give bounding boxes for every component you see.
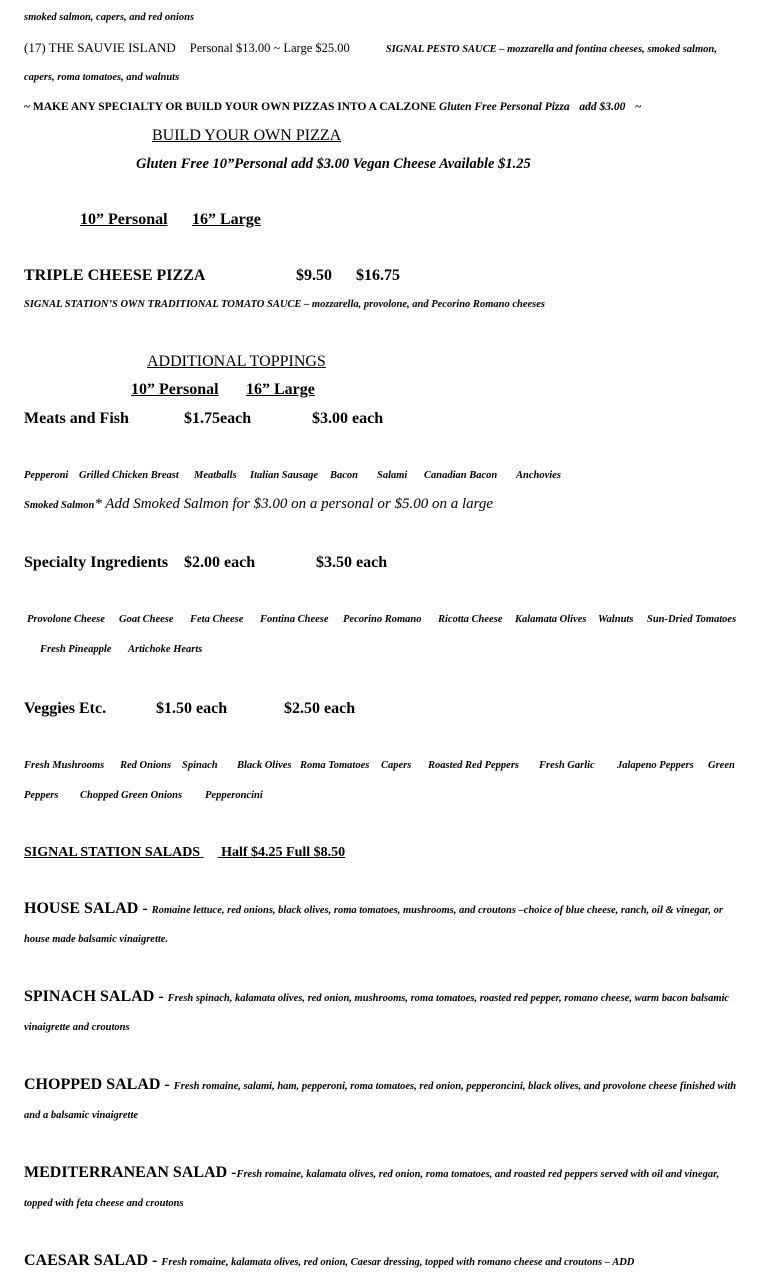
topping-item: Kalamata Olives [515,614,587,625]
topping-item: Provolone Cheese [27,614,105,625]
topping-item: Peppers [24,790,59,801]
salad-item-mediterranean [24,1165,719,1181]
salad-description: Fresh romaine, kalamata olives, red onion, roma tomatoes, and roasted red peppers served with oil and vinegar, [236,1169,720,1180]
calzone-tail: ~ [635,101,642,113]
triple-cheese-name: TRIPLE CHEESE PIZZA [24,267,206,284]
salad-name: SPINACH SALAD - [24,988,164,1005]
topping-item: Bacon [330,470,359,481]
topping-item: Roma Tomatoes [300,760,370,771]
calzone-note [24,102,641,114]
veggies-large-price: $2.50 each [284,700,356,717]
salad-item-spinach [24,989,729,1005]
topping-item: Chopped Green Onions [80,790,183,801]
topping-item: Artichoke Hearts [128,644,203,655]
topping-item: Meatballs [194,470,237,481]
item-description: SIGNAL PESTO SAUCE – mozzarella and fontina cheeses, smoked salmon, [385,44,717,55]
toppings-col-personal: 10” Personal [131,381,219,398]
smoked-salmon-note: * Add Smoked Salmon for $3.00 on a personal or $5.00 on a large [94,496,494,512]
topping-item: Canadian Bacon [424,470,498,481]
byo-subtitle: Gluten Free 10”Personal add $3.00 Vegan Cheese Available $1.25 [136,156,531,172]
salad-description: Fresh romaine, kalamata olives, red onion, Caesar dressing, topped with romano cheese and croutons – ADD [161,1257,635,1268]
topping-item: Fresh Garlic [539,760,595,771]
topping-item: Grilled Chicken Breast [79,470,179,481]
salad-description: Fresh romaine, salami, ham, pepperoni, roma tomatoes, red onion, pepperoncini, black olives, and provolone cheese finished with [173,1081,737,1092]
topping-item: Sun-Dried Tomatoes [647,614,737,625]
section-title-toppings: ADDITIONAL TOPPINGS [147,353,326,370]
salad-name: HOUSE SALAD - [24,900,148,917]
salad-description-cont: and a balsamic vinaigrette [24,1110,139,1121]
salads-prices: Half $4.25 Full $8.50 [221,845,346,860]
topping-item: Fresh Mushrooms [24,760,105,771]
topping-item: Fresh Pineapple [40,644,112,655]
byo-col-personal: 10” Personal [80,211,168,228]
veggies-label: Veggies Etc. [24,700,107,717]
topping-item: Spinach [182,760,218,771]
menu-item-sauvie-island [24,40,717,56]
topping-item: Roasted Red Peppers [428,760,519,771]
triple-cheese-description: SIGNAL STATION’S OWN TRADITIONAL TOMATO SAUCE – mozzarella, provolone, and Pecorino Romano cheeses [24,299,545,310]
topping-item: Pepperoncini [205,790,263,801]
calzone-lead: ~ MAKE ANY SPECIALTY OR BUILD YOUR OWN PIZZAS INTO A CALZONE [24,101,437,113]
topping-item: Pepperoni [24,470,69,481]
specialty-large-price: $3.50 each [316,554,388,571]
byo-col-large: 16” Large [192,211,261,228]
salad-description: Romaine lettuce, red onions, black olives, roma tomatoes, mushrooms, and croutons –choice of blue cheese, ranch, oil & vinegar, or [151,905,723,916]
specialty-label: Specialty Ingredients [24,554,169,571]
salad-name: CAESAR SALAD - [24,1252,158,1269]
triple-cheese-personal-price: $9.50 [296,267,332,284]
topping-item: Feta Cheese [190,614,244,625]
meats-large-price: $3.00 each [312,410,384,427]
salad-name: MEDITERRANEAN SALAD - [24,1164,237,1181]
salad-description: Fresh spinach, kalamata olives, red onion, mushrooms, roma tomatoes, roasted red pepper, romano cheese, warm bacon balsamic [167,993,730,1004]
salad-item-caesar [24,1253,634,1269]
topping-item: Salami [377,470,408,481]
meats-label: Meats and Fish [24,410,129,427]
triple-cheese-large-price: $16.75 [356,267,400,284]
gluten-free-price: add $3.00 [579,101,626,113]
veggies-personal-price: $1.50 each [156,700,228,717]
topping-item: Pecorino Romano [343,614,422,625]
salads-title: SIGNAL STATION SALADS [24,845,201,860]
item-name: (17) THE SAUVIE ISLAND [24,40,176,55]
topping-item: Ricotta Cheese [438,614,503,625]
gluten-free-label: Gluten Free Personal Pizza [438,101,570,113]
topping-item: Capers [381,760,412,771]
item-prices: Personal $13.00 ~ Large $25.00 [189,41,350,55]
previous-item-tail: smoked salmon, capers, and red onions [24,12,195,23]
topping-item: Jalapeno Peppers [617,760,694,771]
topping-item: Red Onions [120,760,172,771]
topping-item: Green [708,760,735,771]
smoked-salmon-line [24,496,493,512]
topping-item: Fontina Cheese [260,614,329,625]
item-description-cont: capers, roma tomatoes, and walnuts [24,72,180,83]
section-title-byo: BUILD YOUR OWN PIZZA [152,127,342,144]
specialty-personal-price: $2.00 each [184,554,256,571]
salad-description-cont: topped with feta cheese and croutons [24,1198,184,1209]
toppings-col-large: 16” Large [246,381,315,398]
topping-item: Walnuts [598,614,634,625]
salad-description-cont: house made balsamic vinaigrette. [24,934,169,945]
salads-header [24,846,345,860]
topping-item: Anchovies [516,470,561,481]
topping-item: Italian Sausage [250,470,318,481]
salad-description-cont: vinaigrette and croutons [24,1022,130,1033]
salad-item-house [24,901,723,917]
salad-item-chopped [24,1077,736,1093]
meats-personal-price: $1.75each [184,410,252,427]
salad-name: CHOPPED SALAD - [24,1076,170,1093]
topping-item: Smoked Salmon [24,500,95,511]
topping-item: Black Olives [237,760,292,771]
topping-item: Goat Cheese [119,614,174,625]
